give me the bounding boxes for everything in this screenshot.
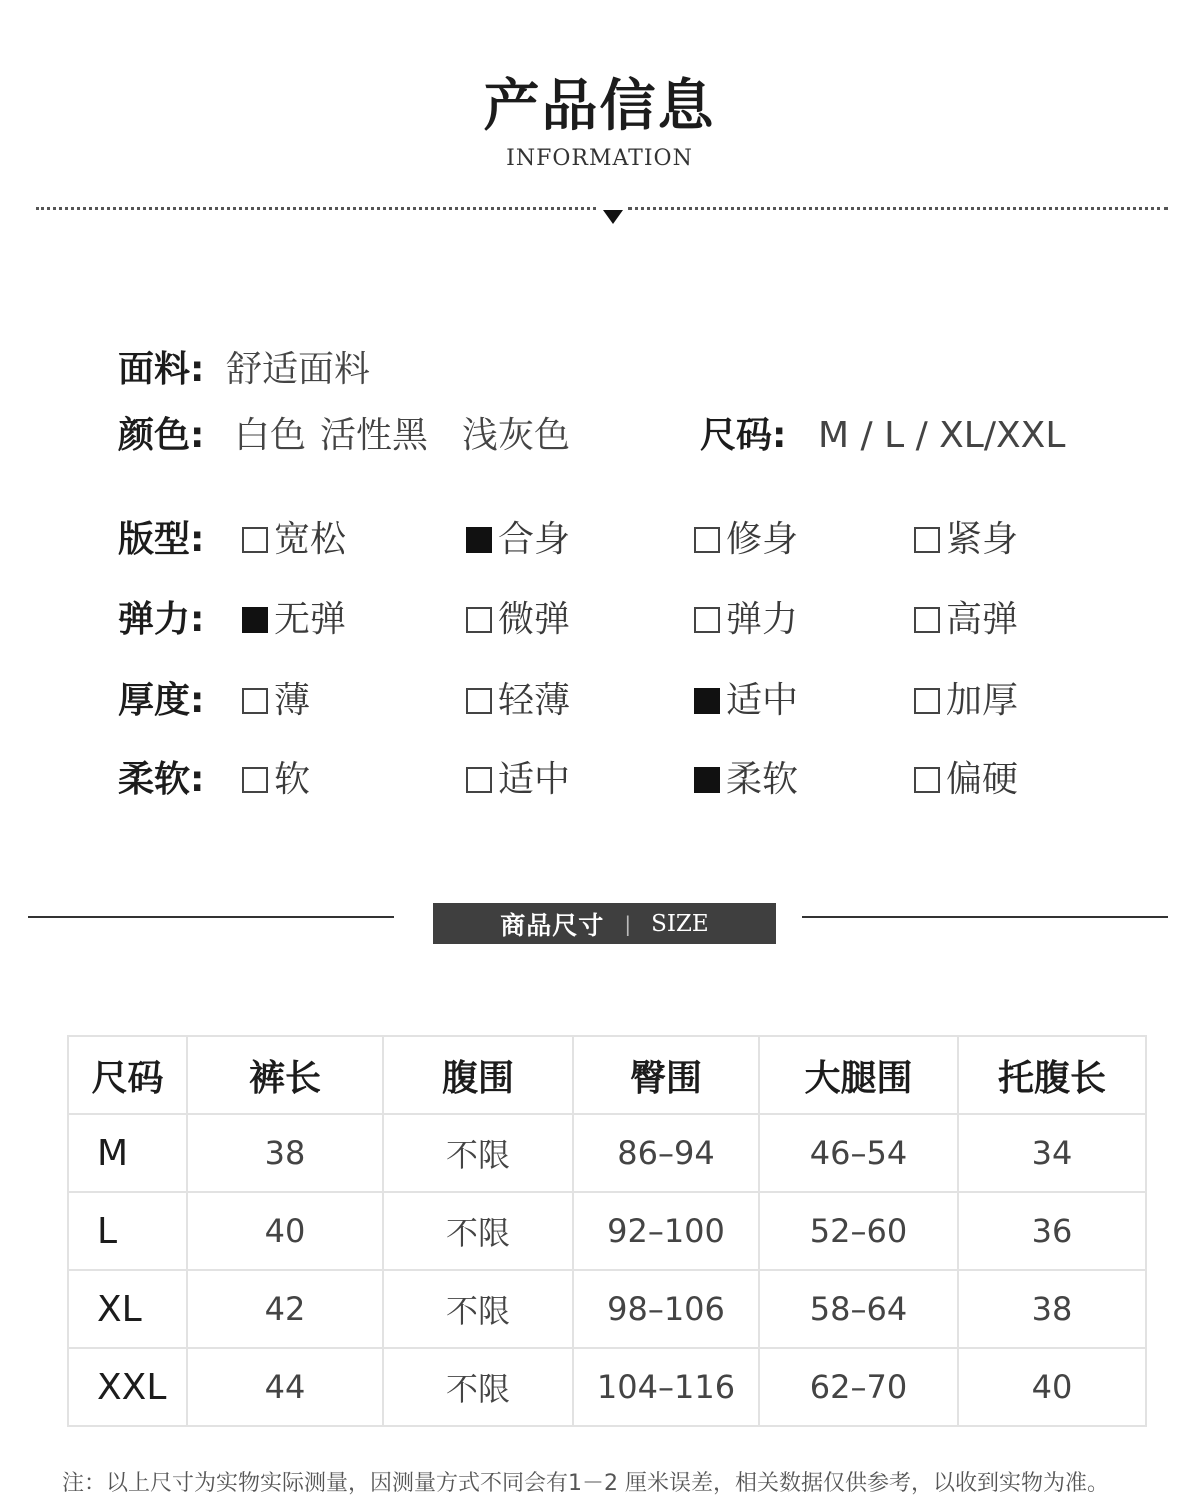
checkbox-empty-icon (914, 527, 940, 553)
table-cell: 38 (958, 1270, 1146, 1348)
size-banner (433, 903, 776, 944)
option-elastic-medium: 弹力 (694, 598, 798, 642)
checkbox-empty-icon (466, 767, 492, 793)
table-cell: 40 (187, 1192, 383, 1270)
page-title: 产品信息 (483, 74, 716, 139)
option-thick-thin: 薄 (242, 679, 310, 723)
fit-label: 版型: (118, 519, 205, 560)
table-cell: 不限 (383, 1270, 573, 1348)
size-banner-separator: | (624, 911, 632, 936)
checkbox-empty-icon (914, 607, 940, 633)
table-row (68, 1114, 1146, 1192)
table-cell: 104–116 (573, 1348, 759, 1426)
fabric-value: 舒适面料 (226, 349, 371, 390)
table-cell: 38 (187, 1114, 383, 1192)
table-cell: 98–106 (573, 1270, 759, 1348)
table-row (68, 1348, 1146, 1426)
dotted-divider-left (36, 207, 596, 210)
size-label: 尺码: (700, 415, 787, 456)
table-row (68, 1270, 1146, 1348)
table-cell: 86–94 (573, 1114, 759, 1192)
table-header: 大腿围 (759, 1036, 958, 1114)
table-cell: 58–64 (759, 1270, 958, 1348)
option-soft-very: 柔软 (694, 758, 798, 802)
table-cell: XXL (68, 1348, 187, 1426)
page-subtitle: INFORMATION (506, 146, 693, 171)
checkbox-empty-icon (466, 688, 492, 714)
table-header: 臀围 (573, 1036, 759, 1114)
size-table (67, 1035, 1147, 1427)
option-elastic-high: 高弹 (914, 598, 1018, 642)
checkbox-empty-icon (914, 688, 940, 714)
color-value-black: 活性黑 (320, 415, 429, 456)
option-fit-regular: 合身 (466, 518, 570, 562)
option-soft-hard: 偏硬 (914, 758, 1018, 802)
table-cell: M (68, 1114, 187, 1192)
checkbox-empty-icon (242, 527, 268, 553)
option-elastic-none: 无弹 (242, 598, 346, 642)
option-soft-soft: 软 (242, 758, 310, 802)
size-banner-cn: 商品尺寸 (500, 910, 605, 940)
table-header: 尺码 (68, 1036, 187, 1114)
checkbox-checked-icon (694, 767, 720, 793)
table-cell: 36 (958, 1192, 1146, 1270)
table-cell: 52–60 (759, 1192, 958, 1270)
checkbox-empty-icon (914, 767, 940, 793)
option-elastic-slight: 微弹 (466, 598, 570, 642)
table-cell: 不限 (383, 1348, 573, 1426)
table-cell: 46–54 (759, 1114, 958, 1192)
checkbox-empty-icon (694, 527, 720, 553)
option-fit-loose: 宽松 (242, 518, 346, 562)
dotted-divider-right (628, 207, 1168, 210)
option-thick-thick: 加厚 (914, 679, 1018, 723)
checkbox-empty-icon (466, 607, 492, 633)
color-value-grey: 浅灰色 (462, 415, 571, 456)
softness-label: 柔软: (118, 759, 205, 800)
table-cell: 42 (187, 1270, 383, 1348)
checkbox-checked-icon (694, 688, 720, 714)
fabric-label: 面料: (118, 349, 205, 390)
checkbox-checked-icon (466, 527, 492, 553)
table-cell: 92–100 (573, 1192, 759, 1270)
option-thick-medium: 适中 (694, 679, 798, 723)
checkbox-checked-icon (242, 607, 268, 633)
thickness-label: 厚度: (118, 680, 205, 721)
table-row (68, 1192, 1146, 1270)
divider-line-right (802, 916, 1168, 918)
checkbox-empty-icon (242, 688, 268, 714)
footnote: 注：以上尺寸为实物实际测量，因测量方式不同会有1－2 厘米误差，相关数据仅供参考，以收到实物为准。 (62, 1471, 1109, 1496)
table-header: 托腹长 (958, 1036, 1146, 1114)
table-header: 腹围 (383, 1036, 573, 1114)
table-cell: 40 (958, 1348, 1146, 1426)
table-cell: 34 (958, 1114, 1146, 1192)
checkbox-empty-icon (694, 607, 720, 633)
table-header: 裤长 (187, 1036, 383, 1114)
option-fit-slim: 修身 (694, 518, 798, 562)
table-cell: 62–70 (759, 1348, 958, 1426)
table-cell: 44 (187, 1348, 383, 1426)
table-cell: XL (68, 1270, 187, 1348)
divider-line-left (28, 916, 394, 918)
size-banner-en: SIZE (651, 910, 709, 937)
table-header-row (68, 1036, 1146, 1114)
table-cell: 不限 (383, 1114, 573, 1192)
down-arrow-icon (603, 210, 623, 224)
option-fit-tight: 紧身 (914, 518, 1018, 562)
elasticity-label: 弹力: (118, 599, 205, 640)
color-label: 颜色: (118, 415, 205, 456)
table-cell: L (68, 1192, 187, 1270)
size-value: M / L / XL/XXL (818, 415, 1066, 456)
option-thick-light: 轻薄 (466, 679, 570, 723)
option-soft-medium: 适中 (466, 758, 570, 802)
color-value-white: 白色 (234, 415, 307, 456)
table-cell: 不限 (383, 1192, 573, 1270)
checkbox-empty-icon (242, 767, 268, 793)
